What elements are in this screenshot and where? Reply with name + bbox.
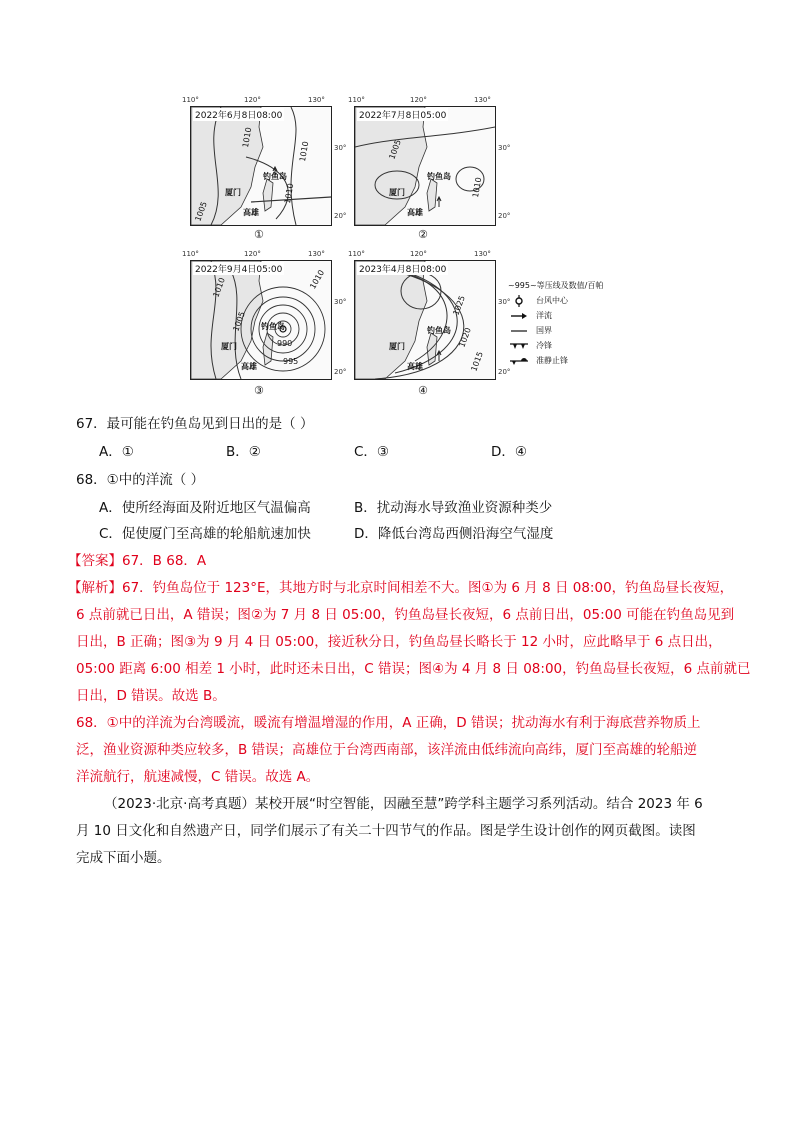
lon-label: 130° — [474, 250, 491, 258]
legend-row — [508, 278, 638, 293]
lat-label: 20° — [334, 368, 347, 376]
isobar-label: 1010 — [240, 126, 254, 149]
lat-label: 20° — [498, 368, 511, 376]
map-1-drawing — [191, 107, 331, 225]
lon-label: 130° — [474, 96, 491, 104]
isobar-label: 995 — [283, 357, 299, 366]
legend-label: 冷锋 — [536, 341, 552, 350]
map-date: 2022年7月8日05:00 — [357, 108, 448, 121]
place-label: 钓鱼岛 — [261, 322, 285, 331]
q67-option-d: D．④ — [491, 444, 527, 460]
legend-label: 台风中心 — [536, 296, 568, 305]
stationary-front-icon — [508, 356, 530, 366]
next-set-intro: （2023·北京·高考真题）某校开展“时空智能，因融至慧”跨学科主题学习系列活动。结合 2023 年 6 — [104, 796, 703, 812]
analysis-line: 68．①中的洋流为台湾暖流，暖流有增温增湿的作用，A 正确，D 错误；扰动海水有利于海底营养物质上 — [76, 715, 701, 731]
place-label: 高雄 — [407, 362, 423, 371]
analysis-line: 05:00 距离 6:00 相差 1 小时，此时还未日出，C 错误；图④为 4 月 8 日 08:00，钓鱼岛昼长夜短，6 点前就已 — [76, 661, 751, 677]
isobar-label: 1005 — [387, 138, 403, 161]
lon-label: 130° — [308, 250, 325, 258]
isobar-label: 1010 — [470, 176, 484, 199]
question-68-stem: 68．①中的洋流（ ） — [76, 472, 205, 488]
legend-row — [508, 293, 638, 308]
isobar-label: 990 — [277, 339, 293, 348]
isobar-label: 1010 — [282, 182, 296, 205]
isobar-label: 1005 — [193, 200, 209, 223]
isobar-label: 1005 — [231, 310, 247, 333]
lon-label: 120° — [244, 96, 261, 104]
isobar-label: 1015 — [469, 350, 485, 373]
legend-label: 国界 — [536, 326, 552, 335]
q67-option-a: A．① — [99, 444, 134, 460]
isobar-label: 1010 — [308, 268, 327, 291]
lon-label: 110° — [182, 250, 199, 258]
map-date: 2023年4月8日08:00 — [357, 262, 448, 275]
lon-label: 130° — [308, 96, 325, 104]
analysis-line: 洋流航行，航速减慢，C 错误。故选 A。 — [76, 769, 320, 785]
next-set-intro: 月 10 日文化和自然遗产日，同学们展示了有关二十四节气的作品。图是学生设计创作的网页截图。读图 — [76, 823, 696, 839]
place-label: 厦门 — [389, 342, 405, 351]
isobar-label: 1025 — [451, 294, 467, 317]
lat-label: 30° — [334, 144, 347, 152]
map-2-drawing — [355, 107, 495, 225]
map-number: ④ — [418, 384, 428, 397]
place-label: 厦门 — [389, 188, 405, 197]
legend-label: 洋流 — [536, 311, 552, 320]
place-label: 钓鱼岛 — [263, 172, 287, 181]
isobar-legend-label: ~995~等压线及数值/百帕 — [508, 281, 604, 290]
lat-label: 30° — [334, 298, 347, 306]
place-label: 高雄 — [241, 362, 257, 371]
map-number: ③ — [254, 384, 264, 397]
lat-label: 20° — [334, 212, 347, 220]
legend-row — [508, 323, 638, 338]
cold-front-icon — [508, 341, 530, 351]
isobar-label: 1010 — [211, 276, 227, 299]
weather-map-2 — [354, 106, 496, 226]
lat-label: 30° — [498, 298, 511, 306]
legend-row — [508, 353, 638, 368]
analysis-line: 【解析】67．钓鱼岛位于 123°E，其地方时与北京时间相差不大。图①为 6 月 8 日 08:00，钓鱼岛昼长夜短， — [68, 580, 734, 596]
q68-option-d: D．降低台湾岛西侧沿海空气湿度 — [354, 526, 554, 542]
q68-option-a: A．使所经海面及附近地区气温偏高 — [99, 500, 311, 516]
q67-option-c: C．③ — [354, 444, 390, 460]
place-label: 钓鱼岛 — [427, 326, 451, 335]
place-label: 厦门 — [225, 188, 241, 197]
map-number: ② — [418, 228, 428, 241]
map-date: 2022年6月8日08:00 — [193, 108, 284, 121]
question-67-stem: 67．最可能在钓鱼岛见到日出的是（ ） — [76, 416, 314, 432]
analysis-line: 日出，D 错误。故选 B。 — [76, 688, 226, 704]
ocean-current-icon — [508, 312, 530, 320]
map-legend — [508, 278, 638, 368]
weather-map-3 — [190, 260, 332, 380]
place-label: 高雄 — [407, 208, 423, 217]
place-label: 厦门 — [221, 342, 237, 351]
lon-label: 110° — [182, 96, 199, 104]
place-label: 高雄 — [243, 208, 259, 217]
lon-label: 120° — [410, 96, 427, 104]
analysis-line: 6 点前就已日出，A 错误；图②为 7 月 8 日 05:00，钓鱼岛昼长夜短，6 点前日出，05:00 可能在钓鱼岛见到 — [76, 607, 735, 623]
analysis-line: 泛，渔业资源种类应较多，B 错误；高雄位于台湾西南部，该洋流由低纬流向高纬，厦门至高雄的轮船逆 — [76, 742, 698, 758]
analysis-line: 日出，B 正确；图③为 9 月 4 日 05:00，接近秋分日，钓鱼岛昼长略长于 12 小时，应此略早于 6 点日出， — [76, 634, 722, 650]
lat-label: 30° — [498, 144, 511, 152]
q68-option-c: C．促使厦门至高雄的轮船航速加快 — [99, 526, 311, 542]
weather-maps-figure — [178, 96, 638, 411]
legend-label: 准静止锋 — [536, 356, 568, 365]
next-set-intro: 完成下面小题。 — [76, 850, 171, 866]
border-icon — [508, 327, 530, 335]
weather-map-1 — [190, 106, 332, 226]
lon-label: 120° — [410, 250, 427, 258]
lon-label: 120° — [244, 250, 261, 258]
isobar-label: 1020 — [457, 326, 473, 349]
lon-label: 110° — [348, 250, 365, 258]
q67-option-b: B．② — [226, 444, 261, 460]
legend-row — [508, 308, 638, 323]
q68-option-b: B．扰动海水导致渔业资源种类少 — [354, 500, 553, 516]
lat-label: 20° — [498, 212, 511, 220]
map-number: ① — [254, 228, 264, 241]
isobar-label: 1010 — [297, 140, 311, 163]
legend-row — [508, 338, 638, 353]
map-date: 2022年9月4日05:00 — [193, 262, 284, 275]
lon-label: 110° — [348, 96, 365, 104]
typhoon-center-icon — [508, 295, 530, 307]
answer-line: 【答案】67．B 68．A — [68, 553, 207, 569]
map-3-drawing — [191, 261, 331, 379]
place-label: 钓鱼岛 — [427, 172, 451, 181]
weather-map-4 — [354, 260, 496, 380]
